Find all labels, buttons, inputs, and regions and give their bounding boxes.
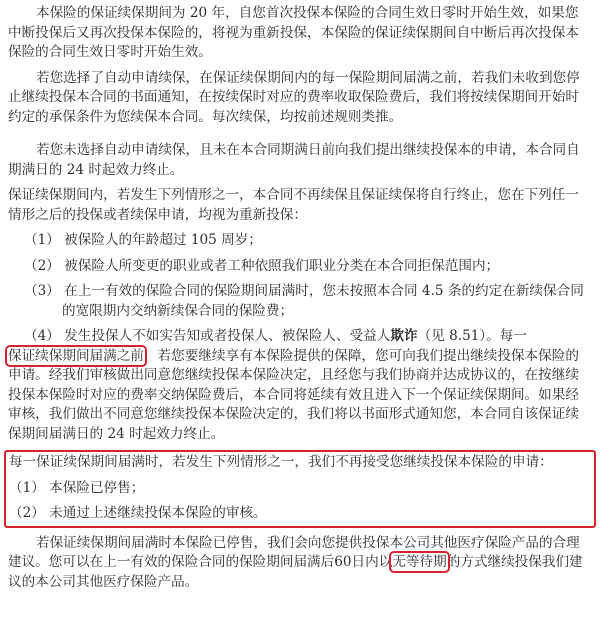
highlight-box-no-waiting-period: 无等待期: [392, 554, 447, 570]
list-item: （3） 在上一有效的保险合同的保险期间届满时，您未按照本合同 4.5 条的约定在新续保合同的宽限期内交纳新续保合同的保险费；: [24, 283, 584, 319]
paragraph-no-auto-renewal: 若您未选择自动申请续保，且未在本合同期满日前向我们提出继续投保本的申请，本合同自期满日的 24 时起效力终止。: [8, 142, 580, 178]
list-item-text: （4） 发生投保人不如实告知或者投保人、被保险人、受益人: [24, 328, 391, 344]
paragraph-text: 的方式继续投保我们建议的本公司其他医疗保险产品。: [8, 554, 583, 590]
paragraph-text: ，若您要继续享有本保险提供的保障，您可向我们提出继续投保本保险的申请。经我们审核做出同意您继续投保本保险决定，且经您与我们协商并达成协议的，在按继续投保本保险时对应的费率交纳保险费后，本合同将延续有效且进入下一个保证续保期间。如果经审核，我们做出不同意您继续投保本保险决定的，我们将以书面形式通知您，本合同自该保证续保期间届满日的 24 时起效力终止。: [8, 347, 579, 442]
paragraph-discontinued-product: [8, 534, 592, 593]
fraud-term: 欺诈: [390, 328, 418, 344]
paragraph-continue-application: [8, 347, 592, 445]
list-item-text: （见 8.51）。每一: [417, 328, 527, 344]
paragraph-termination-conditions: 保证续保期间内，若发生下列情形之一，本合同不再续保且保证续保将自行终止，您在下列任一情形之后的投保或者续保申请，均视为重新投保：: [8, 187, 579, 223]
list-item: （1） 被保险人的年龄超过 105 周岁；: [24, 232, 262, 248]
list-item: （2） 未通过上述继续投保本保险的审核。: [9, 505, 267, 521]
paragraph-renewal-period: 本保险的保证续保期间为 20 年，自您首次投保本保险的合同生效日零时开始生效，如果您中断投保后又再次投保本保险的，将视为重新投保，本保险的保证续保期间自中断后再次投保本保险的合同生效日零时开始生效。: [8, 5, 579, 60]
paragraph-text: 若保证续保期间届满时本保险已停售，我们会向您提供投保本公司其他医疗保险产品的合理建议。您可以在上一有效的保险合同的保险期间届满后60日内以: [8, 534, 580, 570]
highlight-box-rejection-conditions: [4, 450, 596, 528]
policy-document: [8, 4, 592, 592]
list-item: （2） 被保险人所变更的职业或者工种依照我们职业分类在本合同拒保范围内；: [24, 257, 500, 274]
highlight-box-before-expiry: 保证续保期间届满之前: [8, 347, 144, 364]
list-item-fraud: [8, 327, 592, 347]
rejection-intro: 每一保证续保期间届满时，若发生下列情形之一，我们不再接受您继续投保本保险的申请：: [9, 454, 553, 470]
paragraph-auto-renewal: 若您选择了自动申请续保，在保证续保期间内的每一保险期间届满之前，若我们未收到您停止继续投保本合同的书面通知，在按续保时对应的费率收取保险费后，我们将按续保期间开始时约定的承保条件为您续保本合同。每次续保，均按前述规则类推。: [8, 69, 580, 125]
list-item: （1） 本保险已停售；: [9, 479, 145, 496]
